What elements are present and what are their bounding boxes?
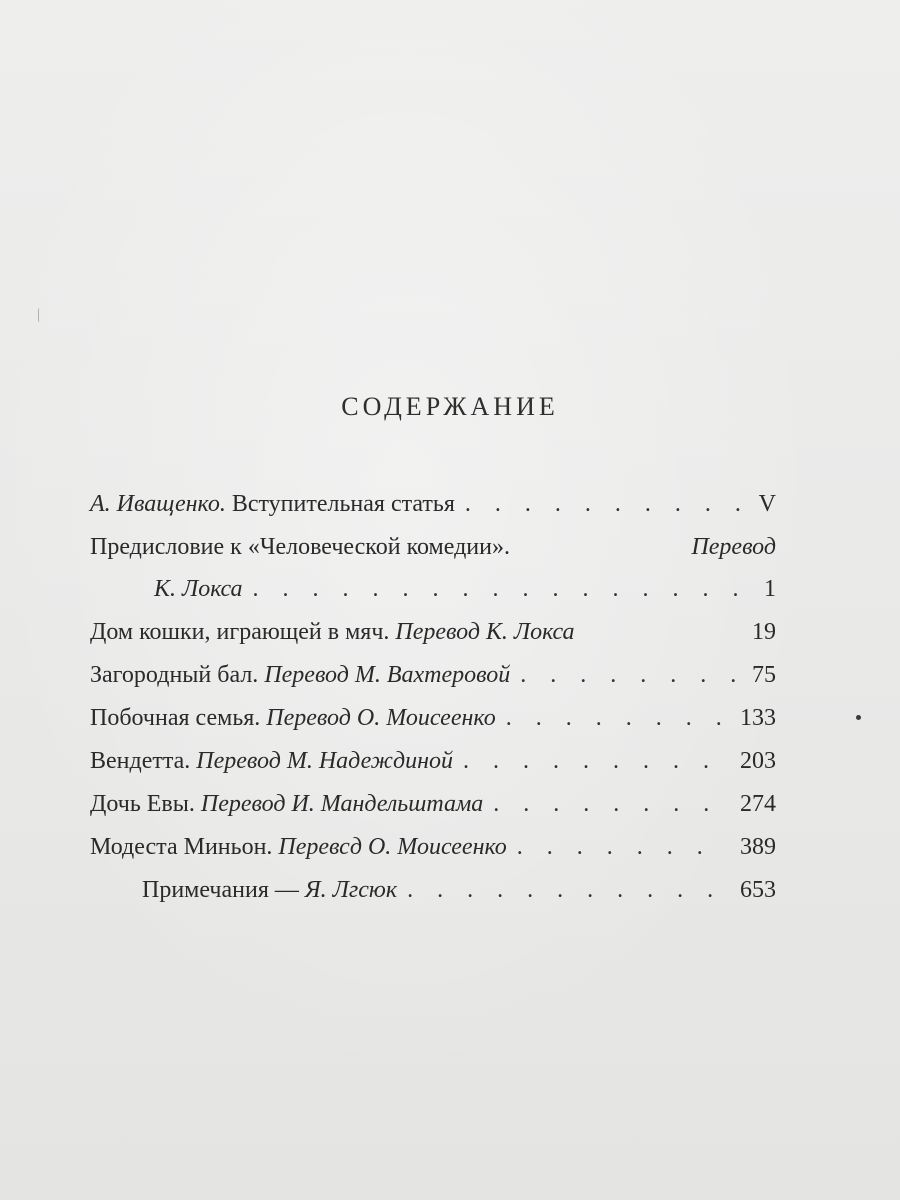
dot-leader — [517, 826, 728, 868]
toc-entry-notes — [90, 869, 776, 911]
toc-entry-second-family — [90, 697, 776, 739]
dot-leader — [407, 869, 728, 911]
entry-page-number: 274 — [740, 791, 776, 817]
toc-entry-cat-house — [90, 611, 776, 653]
toc-entry-country-ball — [90, 654, 776, 696]
entry-page-number: 19 — [752, 619, 776, 645]
ink-speck — [856, 715, 861, 720]
entry-page-number: 653 — [740, 877, 776, 903]
toc-entry-introduction — [90, 483, 776, 525]
entry-page-number: 203 — [740, 748, 776, 774]
entry-title: Загородный бал. — [90, 662, 259, 688]
entry-title: Предисловие к «Человеческой комедии». — [90, 534, 510, 560]
dot-leader — [463, 740, 728, 782]
table-of-contents — [90, 483, 776, 912]
entry-title: Вендетта. — [90, 748, 191, 774]
entry-page-number: 1 — [764, 576, 776, 602]
entry-translator: Перевод О. Моисеенко — [266, 705, 496, 731]
toc-entry-daughter-of-eve — [90, 783, 776, 825]
toc-entry-vendetta — [90, 740, 776, 782]
entry-translator: Перевод К. Локса — [395, 619, 575, 645]
entry-page-number: 75 — [752, 662, 776, 688]
toc-entry-modeste-mignon — [90, 826, 776, 868]
entry-title: Дочь Евы. — [90, 791, 195, 817]
entry-page-number: 133 — [740, 705, 776, 731]
dot-leader — [506, 697, 728, 739]
entry-title: Вступительная статья — [231, 491, 455, 517]
entry-translator: Перевод М. Надеждиной — [196, 748, 454, 774]
entry-page-number: 389 — [740, 834, 776, 860]
toc-entry-preface — [90, 526, 776, 610]
contents-heading: СОДЕРЖАНИЕ — [341, 392, 559, 421]
entry-page-number: V — [758, 491, 776, 517]
dot-leader — [493, 783, 728, 825]
dot-leader — [520, 654, 740, 696]
entry-title: Побочная семья. — [90, 705, 261, 731]
entry-translator: Перевод М. Вахтеровой — [264, 662, 511, 688]
entry-title: Дом кошки, играющей в мяч. — [90, 619, 390, 645]
entry-title: Модеста Миньон. — [90, 834, 273, 860]
entry-translator: Перевод И. Мандельштама — [200, 791, 484, 817]
margin-mark — [38, 308, 43, 322]
entry-author: А. Иващенко. — [90, 491, 226, 517]
entry-translator: Я. Лгсюк — [304, 877, 398, 903]
entry-translator-prefix: Перевод — [691, 534, 776, 560]
entry-translator: Перевсд О. Моисеенко — [278, 834, 507, 860]
entry-translator: К. Локса — [154, 576, 243, 602]
dot-leader — [465, 483, 744, 525]
dot-leader — [253, 568, 744, 610]
entry-title: Примечания — — [142, 877, 299, 903]
